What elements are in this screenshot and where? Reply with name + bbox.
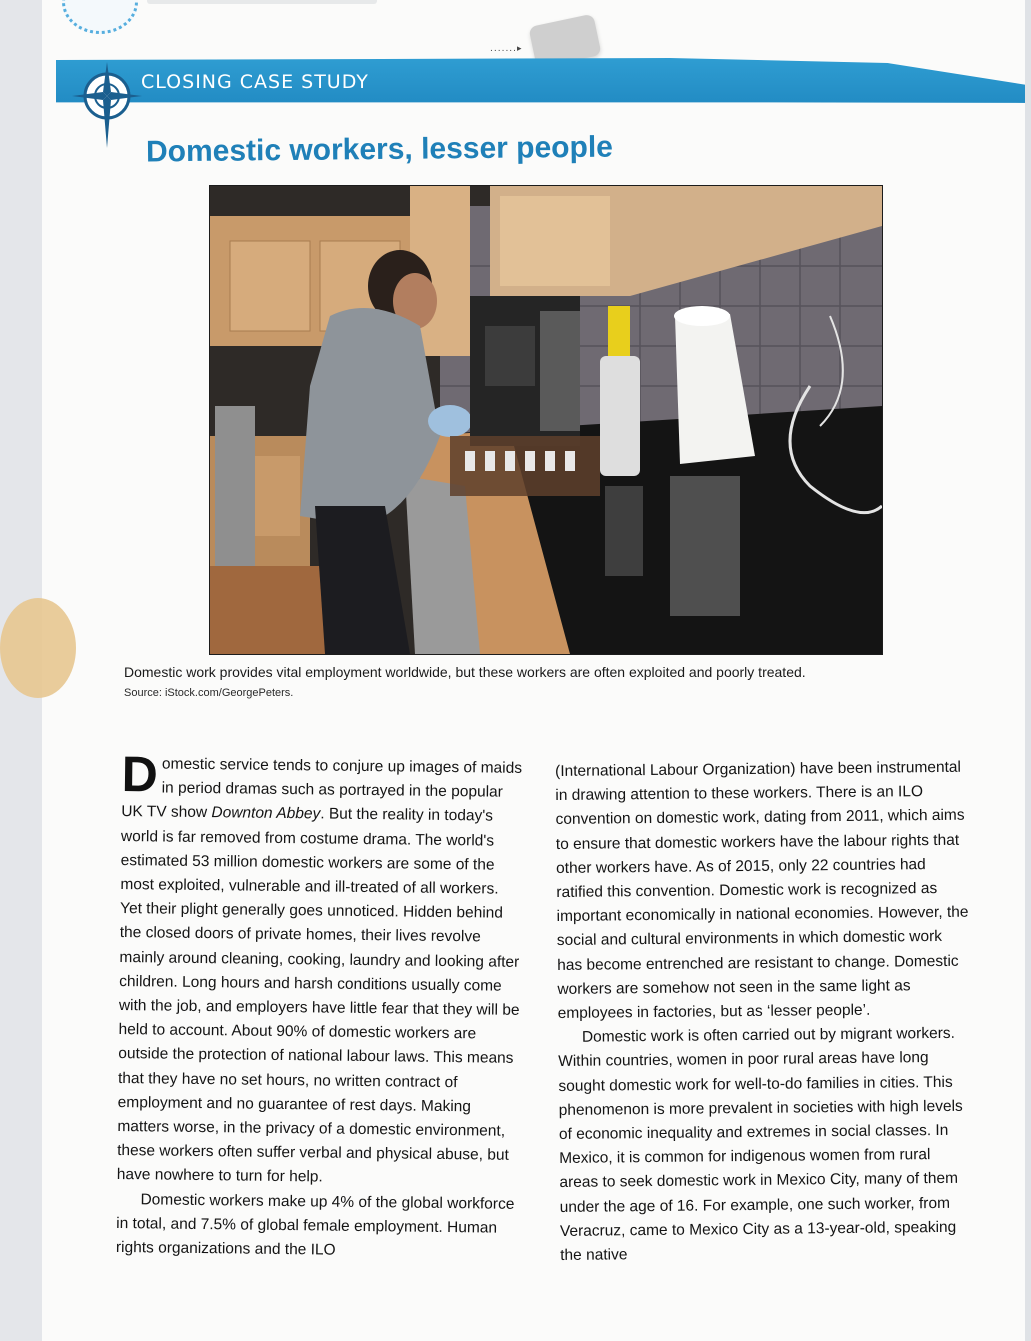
kitchen-photo [209, 185, 883, 655]
paragraph-1-text: omestic service tends to conjure up images of maids in period dramas such as portrayed in the popular UK TV show [121, 755, 523, 822]
paragraph-4: Domestic work is often carried out by migrant workers. Within countries, women in poor rural areas have long sought domestic work for well-to-do families in cities. This phenomenon is more prevalent in societies with high levels of economic inequality and extremes in social classes. In Mexico, it is common for indigenous women from rural areas to seek domestic work in Mexico City, many of them under the age of 16. For example, one such worker, from Veracruz, came to Mexico City as a 13-year-old, speaking the native [558, 1025, 963, 1265]
section-label: CLOSING CASE STUDY [141, 71, 369, 93]
left-column [115, 746, 524, 1265]
chapter-logo-icon [62, 0, 138, 34]
right-column [555, 756, 972, 1269]
paragraph-1 [116, 746, 524, 1193]
compass-icon [70, 58, 144, 152]
figure-caption: Domestic work provides vital employment worldwide, but these workers are often exploited and poorly treated. [124, 664, 806, 680]
page-edge [1025, 0, 1031, 1341]
paragraph-2: Domestic workers make up 4% of the global workforce in total, and 7.5% of global female employment. Human rights organizations and the ILO [115, 1190, 515, 1259]
drop-cap: D [121, 746, 159, 803]
paragraph-1-end: . But the reality in today's world is far removed from costume drama. The world's estimated 53 million domestic workers are some of the most exploited, vulnerable and ill-treated of all workers. Yet their plight generally goes unnoticed. Hidden behind the closed doors of private homes, their lives revolve mainly around cleaning, cooking, laundry and looking after children. Long hours and harsh conditions usually come with the job, and employers have little fear that they will be held to account. About 90% of domestic workers are outside the protection of national labour laws. This means that they have no set hours, no written contract of employment and no guarantee of rest days. Making matters worse, in the privacy of a domestic environment, these workers often suffer verbal and physical abuse, but have nowhere to turn for help. [116, 805, 520, 1186]
figure-source: Source: iStock.com/GeorgePeters. [124, 687, 294, 699]
dotted-arrow-icon: .......▸ [490, 44, 523, 54]
background-object [0, 598, 76, 698]
paragraph-3: (International Labour Organization) have been instrumental in drawing attention to these workers. There is an ILO convention on domestic work, dating from 2011, which aims to ensure that domestic workers have the labour rights that other workers have. As of 2015, only 22 countries had ratified this convention. Domestic work is recognized as important economically in national economies. However, the social and cultural environments in which domestic work has become entrenched are resistant to change. Domestic workers are somehow not seen in the same light as employees in factories, but as ‘lesser people’. [555, 758, 969, 1023]
book-page [42, 0, 1031, 1341]
show-title: Downton Abbey [211, 804, 321, 823]
page-title: Domestic workers, lesser people [145, 130, 614, 169]
faded-header-text [147, 0, 377, 4]
